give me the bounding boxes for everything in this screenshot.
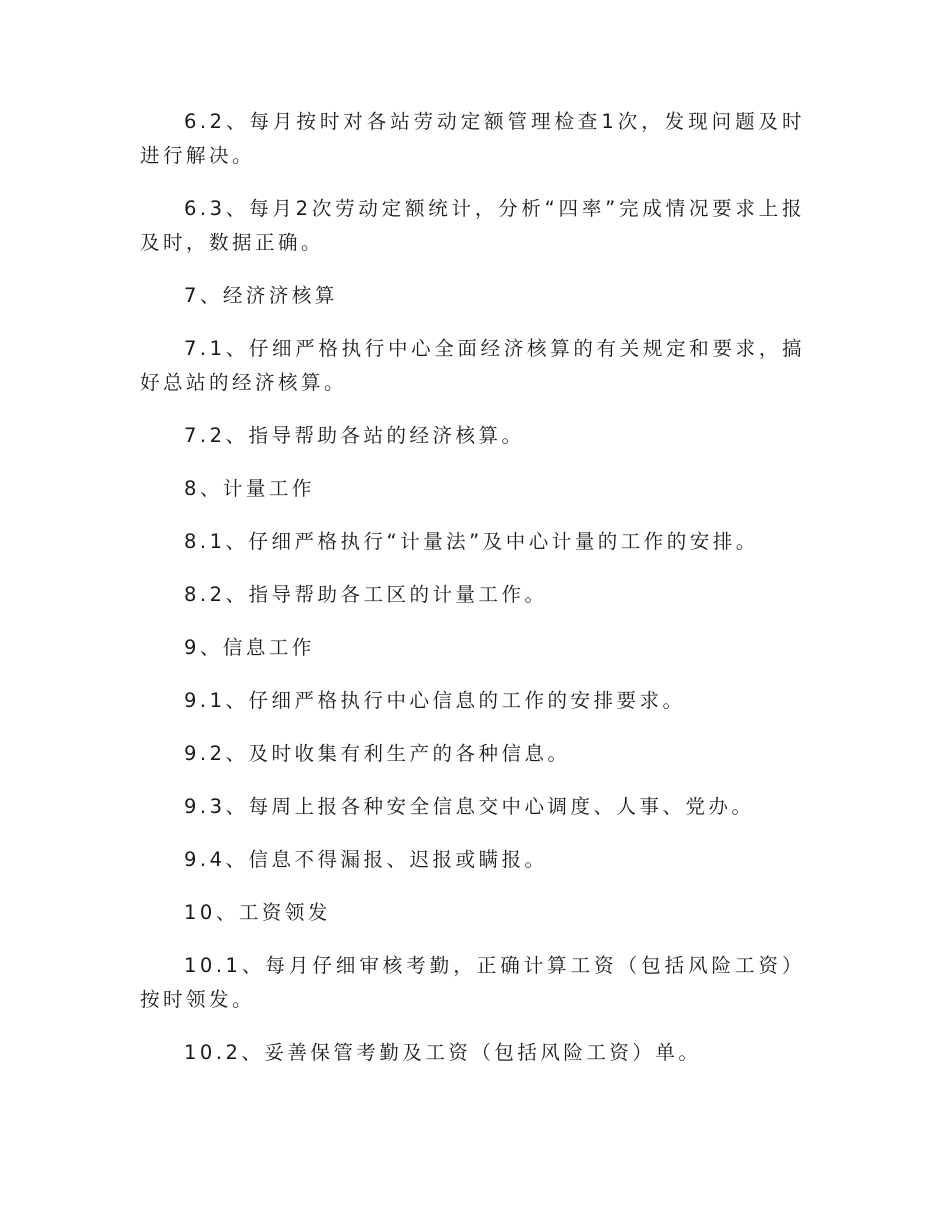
paragraph-9-1: 9.1、仔细严格执行中心信息的工作的安排要求。: [184, 689, 686, 712]
paragraph-8-2: 8.2、指导帮助各工区的计量工作。: [184, 583, 548, 606]
paragraph-7-1: 7.1、仔细严格执行中心全面经济核算的有关规定和要求，搞好总站的经济核算。: [140, 337, 805, 394]
document-body: [140, 105, 805, 1089]
paragraph-9-4: 9.4、信息不得漏报、迟报或瞒报。: [184, 848, 548, 871]
paragraph-10-1: 10.1、每月仔细审核考勤，正确计算工资（包括风险工资）按时领发。: [140, 954, 805, 1011]
paragraph-9-2: 9.2、及时收集有利生产的各种信息。: [184, 742, 571, 765]
section-heading-9: 9、信息工作: [184, 636, 315, 659]
paragraph-6-2: 6.2、每月按时对各站劳动定额管理检查1次，发现问题及时进行解决。: [140, 110, 805, 167]
section-heading-8: 8、计量工作: [184, 477, 315, 500]
paragraph-6-3: 6.3、每月2次劳动定额统计，分析“四率”完成情况要求上报及时，数据正确。: [140, 197, 805, 254]
section-heading-10: 10、工资领发: [184, 901, 331, 924]
paragraph-7-2: 7.2、指导帮助各站的经济核算。: [184, 424, 525, 447]
paragraph-8-1: 8.1、仔细严格执行“计量法”及中心计量的工作的安排。: [184, 530, 759, 553]
section-heading-7: 7、经济济核算: [184, 284, 338, 307]
paragraph-9-3: 9.3、每周上报各种安全信息交中心调度、人事、党办。: [184, 795, 755, 818]
paragraph-10-2: 10.2、妥善保管考勤及工资（包括风险工资）单。: [184, 1041, 702, 1064]
